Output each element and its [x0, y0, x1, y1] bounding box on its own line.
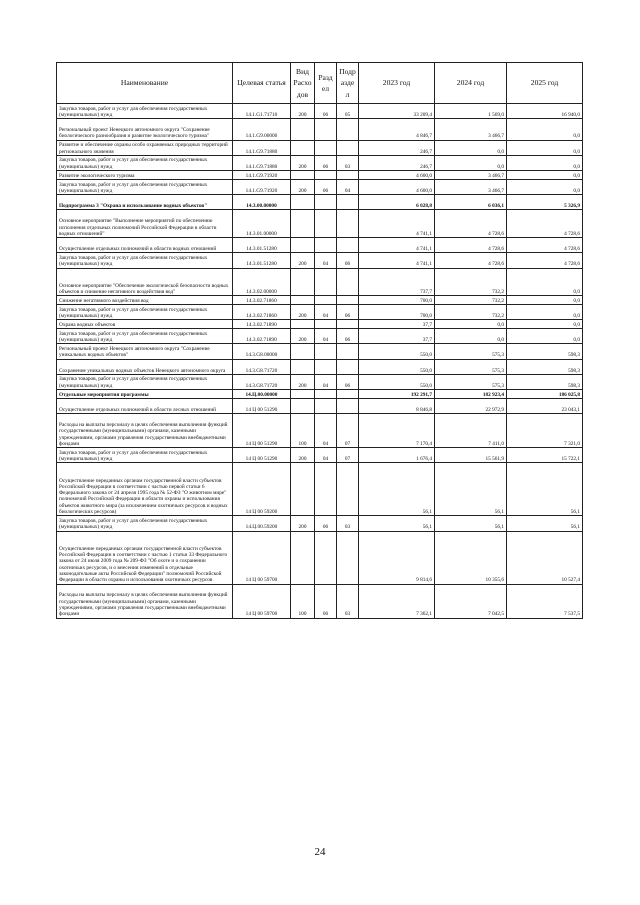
table-row: [57, 448, 583, 463]
row-name: Закупка товаров, работ и услуг для обеспечения государственных (муниципальных) нужд: [57, 253, 233, 268]
row-name: Осуществление отдельных полномочий в области лесных отношений: [57, 398, 233, 413]
row-value-2024: 56,1: [435, 516, 507, 531]
row-expense-type: [291, 171, 315, 180]
row-expense-type: [291, 296, 315, 305]
header-target-article: Целевая статья: [233, 63, 291, 104]
row-value-2023: 550,0: [359, 344, 435, 359]
row-value-2024: 10 355,6: [435, 531, 507, 584]
row-value-2025: 0,0: [507, 171, 583, 180]
row-target-article: 14.1.G9.71880: [233, 140, 291, 155]
row-value-2025: 4 728,6: [507, 238, 583, 253]
row-expense-type: 200: [291, 104, 315, 119]
row-section: [315, 140, 337, 155]
row-section: 04: [315, 414, 337, 448]
row-name: Развитие и обеспечение охраны особо охраняемых природных территорий регионального значения: [57, 140, 233, 155]
row-value-2024: 575,3: [435, 374, 507, 389]
row-value-2025: 598,3: [507, 359, 583, 374]
row-value-2025: 0,0: [507, 155, 583, 170]
row-section: [315, 119, 337, 141]
row-expense-type: 100: [291, 414, 315, 448]
row-value-2024: 0,0: [435, 320, 507, 329]
row-value-2024: 0,0: [435, 329, 507, 344]
row-name: Расходы на выплаты персоналу в целях обеспечения выполнения функций государственными (муниципальными) органами, казенными учреждениями, органами управления государственными внебюджетными фондами: [57, 584, 233, 618]
row-expense-type: 200: [291, 179, 315, 194]
row-value-2023: 4 600,0: [359, 179, 435, 194]
row-value-2023: 56,1: [359, 516, 435, 531]
row-target-article: 14.3.02.00000: [233, 268, 291, 296]
row-subsection: 06: [337, 253, 359, 268]
row-name: Закупка товаров, работ и услуг для обеспечения государственных (муниципальных) нужд: [57, 329, 233, 344]
row-value-2023: 9 814,6: [359, 531, 435, 584]
row-section: 04: [315, 305, 337, 320]
row-subsection: [337, 344, 359, 359]
row-value-2023: 8 846,8: [359, 398, 435, 413]
table-row: [57, 584, 583, 618]
row-value-2024: 7 411,0: [435, 414, 507, 448]
row-subsection: [337, 210, 359, 238]
row-name: Закупка товаров, работ и услуг для обеспечения государственных (муниципальных) нужд: [57, 104, 233, 119]
row-value-2024: 732,2: [435, 268, 507, 296]
row-subsection: [337, 268, 359, 296]
row-name: Закупка товаров, работ и услуг для обеспечения государственных (муниципальных) нужд: [57, 305, 233, 320]
row-value-2025: 0,0: [507, 296, 583, 305]
row-subsection: [337, 195, 359, 210]
row-value-2023: 4 846,7: [359, 119, 435, 141]
row-value-2025: 0,0: [507, 329, 583, 344]
table-body: [57, 104, 583, 619]
row-value-2025: 0,0: [507, 140, 583, 155]
row-target-article: 14 Ц 00 51290: [233, 414, 291, 448]
row-target-article: 14 Ц 00 51290: [233, 448, 291, 463]
row-subsection: [337, 320, 359, 329]
row-expense-type: [291, 119, 315, 141]
table-row: [57, 104, 583, 119]
row-expense-type: [291, 390, 315, 399]
row-value-2023: 6 028,8: [359, 195, 435, 210]
row-section: 04: [315, 253, 337, 268]
row-subsection: 07: [337, 448, 359, 463]
header-name: Наименование: [57, 63, 233, 104]
row-expense-type: 100: [291, 584, 315, 618]
row-section: 06: [315, 155, 337, 170]
table-row: [57, 253, 583, 268]
row-expense-type: [291, 398, 315, 413]
row-value-2023: 550,0: [359, 359, 435, 374]
row-section: [315, 531, 337, 584]
row-subsection: 03: [337, 155, 359, 170]
row-subsection: 06: [337, 374, 359, 389]
row-expense-type: 200: [291, 448, 315, 463]
row-expense-type: 200: [291, 305, 315, 320]
table-row: [57, 155, 583, 170]
row-name: Закупка товаров, работ и услуг для обеспечения государственных (муниципальных) нужд: [57, 516, 233, 531]
row-subsection: [337, 140, 359, 155]
row-target-article: 14.3.01.51280: [233, 238, 291, 253]
row-value-2024: 22 972,9: [435, 398, 507, 413]
row-name: Отдельные мероприятия программы: [57, 390, 233, 399]
row-value-2023: 7 170,4: [359, 414, 435, 448]
row-value-2025: 0,0: [507, 119, 583, 141]
row-value-2024: 4 728,6: [435, 210, 507, 238]
row-section: [315, 359, 337, 374]
row-subsection: [337, 463, 359, 516]
row-name: Охрана водных объектов: [57, 320, 233, 329]
row-subsection: [337, 359, 359, 374]
page-number: 24: [314, 846, 326, 858]
row-section: [315, 296, 337, 305]
row-expense-type: 200: [291, 155, 315, 170]
row-value-2024: 3 466,7: [435, 171, 507, 180]
row-target-article: 14.Ц.00.00000: [233, 390, 291, 399]
header-year-2024: 2024 год: [435, 63, 507, 104]
row-value-2024: 3 466,7: [435, 179, 507, 194]
row-value-2025: 0,0: [507, 179, 583, 194]
row-value-2025: 186 025,8: [507, 390, 583, 399]
row-value-2025: 16 940,0: [507, 104, 583, 119]
table-row: [57, 398, 583, 413]
row-value-2024: 575,3: [435, 344, 507, 359]
table-row: [57, 305, 583, 320]
row-expense-type: [291, 195, 315, 210]
row-section: 06: [315, 104, 337, 119]
row-section: [315, 171, 337, 180]
row-value-2024: 56,1: [435, 463, 507, 516]
row-subsection: [337, 171, 359, 180]
row-value-2024: 182 923,4: [435, 390, 507, 399]
row-section: 04: [315, 329, 337, 344]
row-expense-type: [291, 344, 315, 359]
row-subsection: [337, 398, 359, 413]
row-target-article: 14.3.01.51280: [233, 253, 291, 268]
row-value-2023: 550,0: [359, 374, 435, 389]
row-target-article: 14.1.G9.71880: [233, 155, 291, 170]
row-value-2025: 56,1: [507, 463, 583, 516]
row-subsection: 04: [337, 179, 359, 194]
table-row: [57, 516, 583, 531]
row-target-article: 14.3.00.00000: [233, 195, 291, 210]
row-section: 06: [315, 584, 337, 618]
row-value-2025: 0,0: [507, 305, 583, 320]
row-subsection: 05: [337, 104, 359, 119]
row-value-2025: 23 043,1: [507, 398, 583, 413]
table-row: [57, 359, 583, 374]
header-year-2025: 2025 год: [507, 63, 583, 104]
row-section: [315, 344, 337, 359]
table-row: [57, 344, 583, 359]
row-target-article: 14 Ц 00 59200: [233, 463, 291, 516]
row-value-2025: 598,3: [507, 374, 583, 389]
budget-table: [56, 62, 583, 619]
table-row: [57, 195, 583, 210]
row-value-2023: 37,7: [359, 329, 435, 344]
row-value-2024: 3 466,7: [435, 119, 507, 141]
table-row: [57, 296, 583, 305]
row-value-2023: 4 741,1: [359, 253, 435, 268]
row-section: 04: [315, 448, 337, 463]
row-value-2025: 4 728,6: [507, 210, 583, 238]
table-row: [57, 171, 583, 180]
row-section: [315, 463, 337, 516]
row-section: [315, 390, 337, 399]
row-value-2024: 732,2: [435, 296, 507, 305]
header-year-2023: 2023 год: [359, 63, 435, 104]
header-expense-type: Вид Расхо дов: [291, 63, 315, 104]
row-value-2024: 6 036,1: [435, 195, 507, 210]
row-target-article: 14.1.G9.71920: [233, 179, 291, 194]
row-value-2023: 4 741,1: [359, 210, 435, 238]
row-section: [315, 238, 337, 253]
row-value-2023: 192 291,7: [359, 390, 435, 399]
row-target-article: 14 Ц 00 51290: [233, 398, 291, 413]
row-expense-type: [291, 531, 315, 584]
row-value-2025: 15 722,1: [507, 448, 583, 463]
row-subsection: [337, 531, 359, 584]
row-target-article: 14.1.G9.00000: [233, 119, 291, 141]
table-row: [57, 238, 583, 253]
row-name: Развитие экологического туризма: [57, 171, 233, 180]
row-section: 04: [315, 374, 337, 389]
row-value-2024: 15 561,9: [435, 448, 507, 463]
header-section: Разд ел: [315, 63, 337, 104]
row-expense-type: [291, 359, 315, 374]
row-name: Закупка товаров, работ и услуг для обеспечения государственных (муниципальных) нужд: [57, 179, 233, 194]
row-name: Закупка товаров, работ и услуг для обеспечения государственных (муниципальных) нужд: [57, 448, 233, 463]
row-value-2025: 56,1: [507, 516, 583, 531]
table-row: [57, 119, 583, 141]
row-target-article: 14.3.01.00000: [233, 210, 291, 238]
row-value-2023: 7 362,1: [359, 584, 435, 618]
row-target-article: 14.3.G8.71720: [233, 359, 291, 374]
row-value-2025: 5 326,9: [507, 195, 583, 210]
row-value-2025: 598,3: [507, 344, 583, 359]
row-value-2023: 700,0: [359, 296, 435, 305]
row-target-article: 14.3.G8.00000: [233, 344, 291, 359]
row-name: Сохранение уникальных водных объектов Ненецкого автономного округа: [57, 359, 233, 374]
row-target-article: 14.3.02.71860: [233, 296, 291, 305]
row-name: Региональный проект Ненецкого автономного округа "Сохранение биологического разнообразия и развитие экологического туризма": [57, 119, 233, 141]
row-value-2024: 4 728,6: [435, 253, 507, 268]
row-value-2023: 37,7: [359, 320, 435, 329]
row-value-2023: 737,7: [359, 268, 435, 296]
row-name: Основное мероприятие "Обеспечение экологической безопасности водных объектов и снижение негативного воздействия вод": [57, 268, 233, 296]
row-section: [315, 398, 337, 413]
row-value-2025: 7 537,5: [507, 584, 583, 618]
row-subsection: 07: [337, 414, 359, 448]
row-expense-type: 200: [291, 329, 315, 344]
row-value-2023: 246,7: [359, 140, 435, 155]
row-value-2024: 0,0: [435, 155, 507, 170]
row-name: Осуществление переданных органам государственной власти субъектов Российской Федерации в соответствии с частью 1 статьи 33 Федерального закона от 24 июля 2009 года № 209-ФЗ "Об охоте и о сохранении охотничьих ресурсов, и о внесении изменений в отдельные законодательные акты Российской Федерации" полномочий Российской Федерации в области охраны и использования охотничьих ресурсов: [57, 531, 233, 584]
row-name: Закупка товаров, работ и услуг для обеспечения государственных (муниципальных) нужд: [57, 155, 233, 170]
row-expense-type: [291, 463, 315, 516]
row-value-2023: 4 741,1: [359, 238, 435, 253]
row-value-2024: 7 042,5: [435, 584, 507, 618]
row-value-2024: 732,2: [435, 305, 507, 320]
table-row: [57, 140, 583, 155]
row-expense-type: 200: [291, 516, 315, 531]
row-value-2023: 4 600,0: [359, 171, 435, 180]
row-value-2023: 246,7: [359, 155, 435, 170]
row-subsection: [337, 119, 359, 141]
row-section: [315, 210, 337, 238]
row-section: [315, 195, 337, 210]
row-value-2023: 700,0: [359, 305, 435, 320]
row-section: [315, 320, 337, 329]
row-expense-type: [291, 238, 315, 253]
row-name: Закупка товаров, работ и услуг для обеспечения государственных (муниципальных) нужд: [57, 374, 233, 389]
table-row: [57, 374, 583, 389]
table-row: [57, 329, 583, 344]
row-value-2025: 10 527,4: [507, 531, 583, 584]
row-value-2025: 0,0: [507, 268, 583, 296]
row-subsection: 06: [337, 329, 359, 344]
table-header-row: [57, 63, 583, 104]
row-value-2025: 0,0: [507, 320, 583, 329]
table-row: [57, 414, 583, 448]
row-value-2025: 4 728,6: [507, 253, 583, 268]
row-section: [315, 268, 337, 296]
table-row: [57, 390, 583, 399]
row-target-article: 14.1.G1.71710: [233, 104, 291, 119]
row-target-article: 14.3.02.71890: [233, 329, 291, 344]
row-value-2023: 33 209,4: [359, 104, 435, 119]
row-expense-type: [291, 210, 315, 238]
table-row: [57, 179, 583, 194]
row-value-2025: 7 321,0: [507, 414, 583, 448]
row-value-2023: 1 676,4: [359, 448, 435, 463]
row-target-article: 14 Ц 00 59700: [233, 531, 291, 584]
row-expense-type: [291, 268, 315, 296]
row-name: Снижение негативного воздействия вод: [57, 296, 233, 305]
row-subsection: [337, 238, 359, 253]
row-subsection: 03: [337, 584, 359, 618]
row-value-2024: 575,3: [435, 359, 507, 374]
row-target-article: 14.1.G9.71920: [233, 171, 291, 180]
row-section: 06: [315, 516, 337, 531]
table-row: [57, 463, 583, 516]
row-expense-type: [291, 320, 315, 329]
row-target-article: 14.3.02.71890: [233, 320, 291, 329]
row-section: 06: [315, 179, 337, 194]
row-name: Осуществление отдельных полномочий в области водных отношений: [57, 238, 233, 253]
row-value-2024: 1 569,0: [435, 104, 507, 119]
table-row: [57, 268, 583, 296]
row-target-article: 14.Ц.00.59200: [233, 516, 291, 531]
row-value-2024: 4 728,6: [435, 238, 507, 253]
row-target-article: 14 Ц 00 59700: [233, 584, 291, 618]
row-name: Основное мероприятие "Выполнение мероприятий по обеспечению исполнения отдельных полномочий Российской Федерации в области водных отношений": [57, 210, 233, 238]
row-name: Осуществление переданных органам государственной власти субъектов Российской Федерации в соответствии с частью первой статьи 6 Федерального закона от 24 апреля 1995 года № 52-ФЗ "О животном мире" полномочий Российской Федерации в области охраны и использования объектов животного мира (за исключением охотничьих ресурсов и водных биологических ресурсов): [57, 463, 233, 516]
table-row: [57, 320, 583, 329]
row-name: Расходы на выплаты персоналу в целях обеспечения выполнения функций государственными (муниципальными) органами, казенными учреждениями, органами управления государственными внебюджетными фондами: [57, 414, 233, 448]
row-subsection: [337, 296, 359, 305]
row-subsection: 06: [337, 305, 359, 320]
row-expense-type: 200: [291, 253, 315, 268]
row-subsection: 03: [337, 516, 359, 531]
row-value-2023: 56,1: [359, 463, 435, 516]
row-value-2024: 0,0: [435, 140, 507, 155]
row-target-article: 14.3.02.71860: [233, 305, 291, 320]
header-subsection: Подр азде л: [337, 63, 359, 104]
row-name: Подпрограмма 3 "Охрана и использование водных объектов": [57, 195, 233, 210]
table-row: [57, 531, 583, 584]
row-name: Региональный проект Ненецкого автономного округа "Сохранение уникальных водных объектов": [57, 344, 233, 359]
row-expense-type: 200: [291, 374, 315, 389]
row-expense-type: [291, 140, 315, 155]
table-row: [57, 210, 583, 238]
row-subsection: [337, 390, 359, 399]
row-target-article: 14.3.G8.71720: [233, 374, 291, 389]
